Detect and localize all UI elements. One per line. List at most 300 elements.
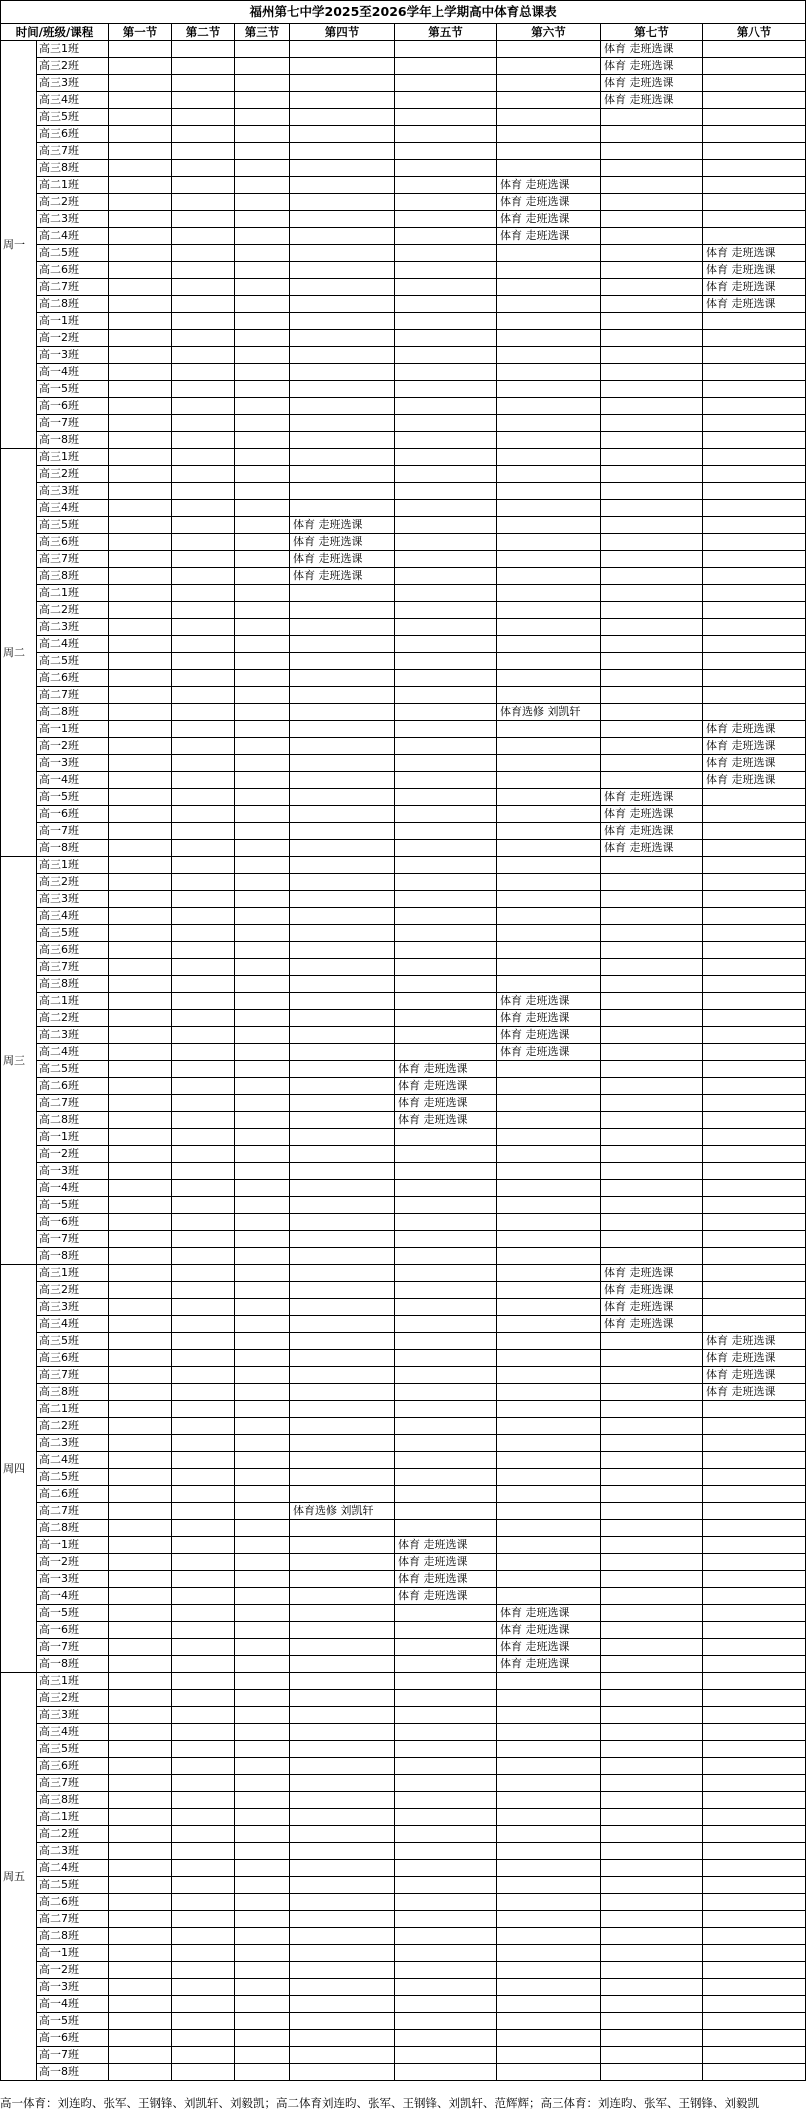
period-cell bbox=[703, 1435, 806, 1452]
period-cell bbox=[395, 1163, 497, 1180]
table-row bbox=[1, 109, 806, 126]
period-cell bbox=[235, 1061, 290, 1078]
period-cell bbox=[703, 1401, 806, 1418]
period-cell bbox=[109, 1027, 172, 1044]
period-cell bbox=[109, 194, 172, 211]
period-cell bbox=[109, 1690, 172, 1707]
period-cell bbox=[290, 1996, 395, 2013]
lesson-cell: 体育 走班选课 bbox=[601, 75, 703, 92]
period-cell bbox=[109, 211, 172, 228]
period-cell bbox=[109, 449, 172, 466]
class-label: 高二3班 bbox=[37, 1435, 109, 1452]
table-row bbox=[1, 41, 806, 58]
period-cell bbox=[172, 636, 235, 653]
table-row bbox=[1, 2064, 806, 2081]
period-cell bbox=[290, 1622, 395, 1639]
class-label: 高二1班 bbox=[37, 1401, 109, 1418]
period-cell bbox=[395, 1639, 497, 1656]
period-cell bbox=[703, 364, 806, 381]
class-label: 高三6班 bbox=[37, 534, 109, 551]
table-row bbox=[1, 619, 806, 636]
period-cell bbox=[290, 75, 395, 92]
lesson-cell: 体育 走班选课 bbox=[395, 1112, 497, 1129]
period-cell bbox=[109, 1129, 172, 1146]
period-cell bbox=[172, 1435, 235, 1452]
period-cell bbox=[290, 1843, 395, 1860]
period-cell bbox=[109, 1979, 172, 1996]
lesson-cell: 体育 走班选课 bbox=[497, 1010, 601, 1027]
period-cell bbox=[601, 1452, 703, 1469]
period-cell bbox=[109, 245, 172, 262]
period-cell bbox=[601, 228, 703, 245]
period-cell bbox=[703, 1894, 806, 1911]
class-label: 高三3班 bbox=[37, 1299, 109, 1316]
period-cell bbox=[172, 1758, 235, 1775]
period-cell bbox=[703, 466, 806, 483]
period-cell bbox=[601, 177, 703, 194]
period-cell bbox=[290, 959, 395, 976]
period-cell bbox=[601, 925, 703, 942]
period-cell bbox=[290, 1112, 395, 1129]
period-cell bbox=[290, 245, 395, 262]
period-cell bbox=[235, 330, 290, 347]
period-cell bbox=[601, 1418, 703, 1435]
period-cell bbox=[235, 1928, 290, 1945]
class-label: 高三1班 bbox=[37, 857, 109, 874]
period-cell bbox=[703, 109, 806, 126]
period-cell bbox=[235, 1350, 290, 1367]
period-cell bbox=[290, 772, 395, 789]
period-cell bbox=[703, 1571, 806, 1588]
period-cell bbox=[395, 347, 497, 364]
lesson-cell: 体育 走班选课 bbox=[601, 1316, 703, 1333]
period-cell bbox=[109, 670, 172, 687]
period-cell bbox=[703, 976, 806, 993]
period-cell bbox=[109, 840, 172, 857]
class-label: 高二5班 bbox=[37, 1877, 109, 1894]
period-cell bbox=[172, 1129, 235, 1146]
period-cell bbox=[109, 1741, 172, 1758]
period-cell bbox=[109, 1197, 172, 1214]
period-cell bbox=[601, 415, 703, 432]
period-cell bbox=[497, 1163, 601, 1180]
period-cell bbox=[497, 721, 601, 738]
period-cell bbox=[395, 1265, 497, 1282]
class-label: 高一7班 bbox=[37, 415, 109, 432]
class-label: 高三1班 bbox=[37, 41, 109, 58]
table-row bbox=[1, 1928, 806, 1945]
header-period-8: 第八节 bbox=[703, 24, 806, 41]
period-cell bbox=[703, 1605, 806, 1622]
class-label: 高三5班 bbox=[37, 925, 109, 942]
period-cell bbox=[290, 1639, 395, 1656]
class-label: 高二2班 bbox=[37, 1418, 109, 1435]
period-cell bbox=[235, 1707, 290, 1724]
period-cell bbox=[109, 1231, 172, 1248]
class-label: 高一3班 bbox=[37, 755, 109, 772]
lesson-cell: 体育 走班选课 bbox=[703, 296, 806, 313]
period-cell bbox=[395, 1435, 497, 1452]
period-cell bbox=[703, 126, 806, 143]
period-cell bbox=[172, 1299, 235, 1316]
period-cell bbox=[497, 1826, 601, 1843]
class-label: 高一4班 bbox=[37, 772, 109, 789]
period-cell bbox=[172, 92, 235, 109]
period-cell bbox=[601, 1911, 703, 1928]
period-cell bbox=[290, 891, 395, 908]
period-cell bbox=[601, 1010, 703, 1027]
period-cell bbox=[601, 1231, 703, 1248]
period-cell bbox=[395, 602, 497, 619]
class-label: 高一2班 bbox=[37, 1962, 109, 1979]
period-cell bbox=[290, 993, 395, 1010]
period-cell bbox=[497, 738, 601, 755]
period-cell bbox=[497, 1112, 601, 1129]
period-cell bbox=[703, 1741, 806, 1758]
table-row bbox=[1, 721, 806, 738]
period-cell bbox=[601, 857, 703, 874]
period-cell bbox=[395, 160, 497, 177]
period-cell bbox=[235, 1809, 290, 1826]
period-cell bbox=[172, 1265, 235, 1282]
period-cell bbox=[109, 568, 172, 585]
period-cell bbox=[235, 976, 290, 993]
period-cell bbox=[109, 1299, 172, 1316]
period-cell bbox=[235, 1622, 290, 1639]
table-row bbox=[1, 908, 806, 925]
period-cell bbox=[235, 1469, 290, 1486]
period-cell bbox=[290, 653, 395, 670]
period-cell bbox=[497, 1231, 601, 1248]
header-period-1: 第一节 bbox=[109, 24, 172, 41]
period-cell bbox=[395, 908, 497, 925]
period-cell bbox=[601, 398, 703, 415]
period-cell bbox=[172, 1928, 235, 1945]
period-cell bbox=[172, 2013, 235, 2030]
period-cell bbox=[290, 1537, 395, 1554]
period-cell bbox=[703, 228, 806, 245]
period-cell bbox=[601, 653, 703, 670]
period-cell bbox=[172, 789, 235, 806]
period-cell bbox=[601, 1112, 703, 1129]
class-label: 高一6班 bbox=[37, 1214, 109, 1231]
period-cell bbox=[395, 75, 497, 92]
period-cell bbox=[290, 857, 395, 874]
period-cell bbox=[109, 1758, 172, 1775]
period-cell bbox=[497, 687, 601, 704]
table-row bbox=[1, 228, 806, 245]
period-cell bbox=[395, 432, 497, 449]
period-cell bbox=[172, 602, 235, 619]
class-label: 高三8班 bbox=[37, 568, 109, 585]
period-cell bbox=[601, 993, 703, 1010]
period-cell bbox=[395, 279, 497, 296]
period-cell bbox=[172, 1452, 235, 1469]
period-cell bbox=[235, 381, 290, 398]
table-row bbox=[1, 1265, 806, 1282]
period-cell bbox=[601, 1163, 703, 1180]
period-cell bbox=[290, 704, 395, 721]
period-cell bbox=[395, 126, 497, 143]
period-cell bbox=[601, 1945, 703, 1962]
period-cell bbox=[109, 534, 172, 551]
period-cell bbox=[235, 1248, 290, 1265]
period-cell bbox=[172, 1350, 235, 1367]
period-cell bbox=[235, 1452, 290, 1469]
period-cell bbox=[601, 908, 703, 925]
period-cell bbox=[235, 347, 290, 364]
period-cell bbox=[703, 211, 806, 228]
table-row bbox=[1, 1248, 806, 1265]
table-row bbox=[1, 925, 806, 942]
period-cell bbox=[172, 1571, 235, 1588]
period-cell bbox=[235, 874, 290, 891]
class-label: 高二4班 bbox=[37, 228, 109, 245]
period-cell bbox=[172, 1061, 235, 1078]
period-cell bbox=[601, 160, 703, 177]
period-cell bbox=[395, 58, 497, 75]
period-cell bbox=[290, 670, 395, 687]
period-cell bbox=[703, 993, 806, 1010]
period-cell bbox=[109, 687, 172, 704]
day-label: 周二 bbox=[1, 449, 37, 857]
period-cell bbox=[109, 619, 172, 636]
period-cell bbox=[601, 1486, 703, 1503]
period-cell bbox=[601, 874, 703, 891]
period-cell bbox=[172, 976, 235, 993]
period-cell bbox=[172, 806, 235, 823]
period-cell bbox=[290, 1792, 395, 1809]
period-cell bbox=[703, 1316, 806, 1333]
period-cell bbox=[395, 687, 497, 704]
class-label: 高一7班 bbox=[37, 1639, 109, 1656]
period-cell bbox=[172, 1401, 235, 1418]
period-cell bbox=[235, 92, 290, 109]
period-cell bbox=[172, 347, 235, 364]
period-cell bbox=[601, 1843, 703, 1860]
period-cell bbox=[395, 1197, 497, 1214]
period-cell bbox=[497, 755, 601, 772]
period-cell bbox=[703, 2030, 806, 2047]
period-cell bbox=[172, 1554, 235, 1571]
class-label: 高二1班 bbox=[37, 585, 109, 602]
period-cell bbox=[109, 466, 172, 483]
period-cell bbox=[703, 415, 806, 432]
class-label: 高一6班 bbox=[37, 398, 109, 415]
period-cell bbox=[235, 279, 290, 296]
period-cell bbox=[395, 772, 497, 789]
period-cell bbox=[395, 1928, 497, 1945]
period-cell bbox=[172, 1384, 235, 1401]
header-period-4: 第四节 bbox=[290, 24, 395, 41]
period-cell bbox=[290, 296, 395, 313]
period-cell bbox=[703, 432, 806, 449]
period-cell bbox=[172, 891, 235, 908]
class-label: 高三6班 bbox=[37, 126, 109, 143]
class-label: 高一4班 bbox=[37, 1996, 109, 2013]
period-cell bbox=[109, 1792, 172, 1809]
period-cell bbox=[703, 177, 806, 194]
table-row bbox=[1, 1792, 806, 1809]
period-cell bbox=[172, 415, 235, 432]
class-label: 高三7班 bbox=[37, 1367, 109, 1384]
period-cell bbox=[290, 738, 395, 755]
period-cell bbox=[235, 1265, 290, 1282]
period-cell bbox=[109, 160, 172, 177]
lesson-cell: 体育 走班选课 bbox=[497, 194, 601, 211]
period-cell bbox=[172, 58, 235, 75]
period-cell bbox=[172, 143, 235, 160]
lesson-cell: 体育 走班选课 bbox=[497, 1605, 601, 1622]
period-cell bbox=[601, 143, 703, 160]
class-label: 高三4班 bbox=[37, 1316, 109, 1333]
period-cell bbox=[497, 1571, 601, 1588]
period-cell bbox=[290, 1520, 395, 1537]
period-cell bbox=[497, 143, 601, 160]
period-cell bbox=[290, 585, 395, 602]
period-cell bbox=[497, 1452, 601, 1469]
period-cell bbox=[497, 1078, 601, 1095]
period-cell bbox=[601, 1554, 703, 1571]
class-label: 高三4班 bbox=[37, 500, 109, 517]
lesson-cell: 体育 走班选课 bbox=[703, 1384, 806, 1401]
period-cell bbox=[497, 959, 601, 976]
period-cell bbox=[109, 228, 172, 245]
table-row bbox=[1, 1894, 806, 1911]
table-row bbox=[1, 772, 806, 789]
period-cell bbox=[497, 1775, 601, 1792]
period-cell bbox=[703, 959, 806, 976]
period-cell bbox=[235, 1860, 290, 1877]
period-cell bbox=[235, 2030, 290, 2047]
table-row bbox=[1, 1673, 806, 1690]
header-corner: 时间/班级/课程 bbox=[1, 24, 109, 41]
period-cell bbox=[497, 1911, 601, 1928]
period-cell bbox=[395, 1809, 497, 1826]
period-cell bbox=[497, 1979, 601, 1996]
lesson-cell: 体育 走班选课 bbox=[497, 177, 601, 194]
period-cell bbox=[703, 857, 806, 874]
period-cell bbox=[601, 194, 703, 211]
class-label: 高一4班 bbox=[37, 1180, 109, 1197]
period-cell bbox=[395, 1044, 497, 1061]
period-cell bbox=[109, 1928, 172, 1945]
period-cell bbox=[109, 364, 172, 381]
class-label: 高三5班 bbox=[37, 517, 109, 534]
class-label: 高二5班 bbox=[37, 1469, 109, 1486]
period-cell bbox=[395, 1350, 497, 1367]
period-cell bbox=[395, 534, 497, 551]
period-cell bbox=[601, 959, 703, 976]
period-cell bbox=[395, 1877, 497, 1894]
period-cell bbox=[172, 1112, 235, 1129]
period-cell bbox=[395, 551, 497, 568]
period-cell bbox=[497, 1214, 601, 1231]
period-cell bbox=[172, 874, 235, 891]
period-cell bbox=[601, 1588, 703, 1605]
period-cell bbox=[703, 2047, 806, 2064]
period-cell bbox=[109, 1350, 172, 1367]
period-cell bbox=[290, 1316, 395, 1333]
table-row bbox=[1, 1367, 806, 1384]
period-cell bbox=[703, 1775, 806, 1792]
period-cell bbox=[497, 1282, 601, 1299]
period-cell bbox=[290, 1928, 395, 1945]
period-cell bbox=[290, 1350, 395, 1367]
table-row bbox=[1, 1333, 806, 1350]
period-cell bbox=[172, 1843, 235, 1860]
class-label: 高一1班 bbox=[37, 1129, 109, 1146]
table-row bbox=[1, 126, 806, 143]
period-cell bbox=[290, 126, 395, 143]
period-cell bbox=[395, 755, 497, 772]
period-cell bbox=[290, 415, 395, 432]
period-cell bbox=[235, 500, 290, 517]
period-cell bbox=[497, 1333, 601, 1350]
period-cell bbox=[703, 1962, 806, 1979]
period-cell bbox=[497, 1469, 601, 1486]
period-cell bbox=[703, 1707, 806, 1724]
period-cell bbox=[290, 823, 395, 840]
period-cell bbox=[290, 143, 395, 160]
period-cell bbox=[109, 823, 172, 840]
class-label: 高二8班 bbox=[37, 1112, 109, 1129]
period-cell bbox=[109, 806, 172, 823]
period-cell bbox=[601, 1826, 703, 1843]
table-row bbox=[1, 1435, 806, 1452]
period-cell bbox=[172, 1197, 235, 1214]
period-cell bbox=[703, 1469, 806, 1486]
period-cell bbox=[172, 483, 235, 500]
period-cell bbox=[395, 670, 497, 687]
class-label: 高三5班 bbox=[37, 1333, 109, 1350]
table-row bbox=[1, 517, 806, 534]
period-cell bbox=[235, 1741, 290, 1758]
period-cell bbox=[290, 1333, 395, 1350]
period-cell bbox=[395, 976, 497, 993]
class-label: 高二8班 bbox=[37, 704, 109, 721]
table-row bbox=[1, 1571, 806, 1588]
period-cell bbox=[109, 789, 172, 806]
table-row bbox=[1, 1095, 806, 1112]
period-cell bbox=[395, 143, 497, 160]
period-cell bbox=[601, 2030, 703, 2047]
lesson-cell: 体育 走班选课 bbox=[290, 551, 395, 568]
period-cell bbox=[109, 1112, 172, 1129]
period-cell bbox=[235, 1962, 290, 1979]
period-cell bbox=[290, 1809, 395, 1826]
class-label: 高一6班 bbox=[37, 806, 109, 823]
period-cell bbox=[601, 245, 703, 262]
class-label: 高三7班 bbox=[37, 143, 109, 160]
period-cell bbox=[172, 1673, 235, 1690]
period-cell bbox=[395, 177, 497, 194]
period-cell bbox=[109, 1061, 172, 1078]
period-cell bbox=[172, 1588, 235, 1605]
period-cell bbox=[172, 670, 235, 687]
period-cell bbox=[109, 1282, 172, 1299]
period-cell bbox=[235, 721, 290, 738]
period-cell bbox=[235, 1588, 290, 1605]
class-label: 高三5班 bbox=[37, 109, 109, 126]
table-row bbox=[1, 942, 806, 959]
period-cell bbox=[497, 1486, 601, 1503]
table-row bbox=[1, 653, 806, 670]
period-cell bbox=[109, 1996, 172, 2013]
period-cell bbox=[395, 993, 497, 1010]
class-label: 高一8班 bbox=[37, 2064, 109, 2081]
period-cell bbox=[703, 1588, 806, 1605]
